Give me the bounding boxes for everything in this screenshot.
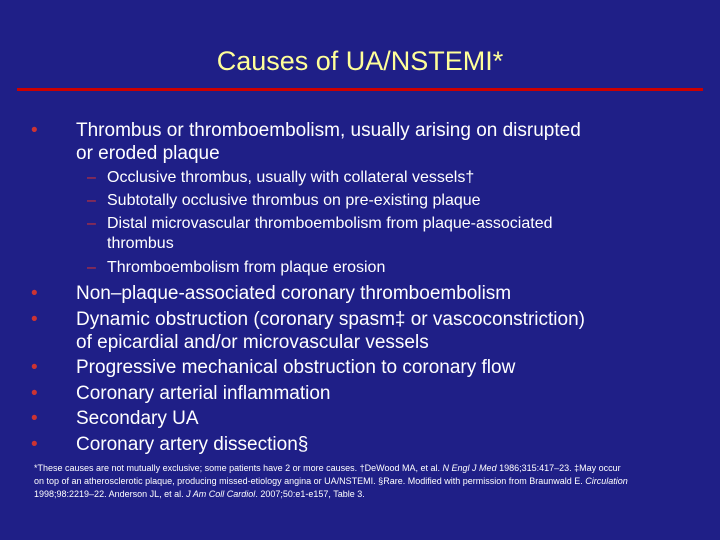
bullet-marker: • — [31, 357, 38, 378]
sub-bullet-item — [87, 258, 687, 278]
sub-bullet-text: Distal microvascular thromboembolism from plaque-associated — [107, 215, 553, 232]
footnote-text: on top of an atherosclerotic plaque, producing missed-etiology angina or UA/NSTEMI. §Rare. Modified with permission from Braunwald E. — [34, 476, 586, 486]
bullet-marker: • — [31, 408, 38, 429]
bullet-text: Secondary UA — [76, 408, 199, 429]
bullet-item — [31, 407, 691, 430]
bullet-text: or eroded plaque — [76, 143, 220, 164]
footnote-line — [34, 475, 694, 488]
bullet-item — [31, 356, 691, 379]
footnote-text: *These causes are not mutually exclusive; some patients have 2 or more causes. †DeWood MA, et al. — [34, 463, 443, 473]
sub-bullet-text: Occlusive thrombus, usually with collateral vessels† — [107, 169, 475, 186]
bullet-item — [31, 119, 691, 142]
bullet-text: Progressive mechanical obstruction to coronary flow — [76, 357, 516, 378]
bullet-text: Non–plaque-associated coronary thromboembolism — [76, 283, 512, 304]
footnote-journal: Circulation — [585, 476, 628, 486]
sub-bullet-item — [87, 191, 687, 211]
footnote-line — [34, 462, 694, 475]
footnote-line — [34, 488, 694, 501]
sub-bullet-marker: – — [87, 215, 96, 232]
bullet-marker: • — [31, 283, 38, 304]
slide-title: Causes of UA/NSTEMI* — [216, 46, 504, 76]
bullet-item — [31, 308, 691, 331]
bullet-text: Coronary artery dissection§ — [76, 434, 309, 455]
bullet-text: of epicardial and/or microvascular vessels — [76, 332, 429, 353]
title-divider — [17, 88, 703, 91]
bullet-marker: • — [31, 120, 38, 141]
sub-bullet-marker: – — [87, 259, 96, 276]
sub-bullet-marker: – — [87, 169, 96, 186]
bullet-item — [31, 382, 691, 405]
footnote-text: . 2007;50:e1-e157, Table 3. — [255, 489, 365, 499]
footnote — [34, 462, 694, 501]
bullet-item — [31, 331, 691, 354]
footnote-journal: J Am Coll Cardiol — [186, 489, 256, 499]
footnote-text: 1986;315:417–23. ‡May occur — [496, 463, 621, 473]
bullet-text: Thrombus or thromboembolism, usually arising on disrupted — [76, 120, 581, 141]
sub-bullet-item — [87, 168, 687, 188]
footnote-text: 1998;98:2219–22. Anderson JL, et al. — [34, 489, 187, 499]
bullet-marker: • — [31, 309, 38, 330]
bullet-item — [31, 433, 691, 456]
bullet-text: Coronary arterial inflammation — [76, 383, 331, 404]
sub-bullet-text: Thromboembolism from plaque erosion — [107, 259, 386, 276]
footnote-journal: N Engl J Med — [442, 463, 497, 473]
sub-bullet-text: thrombus — [107, 235, 174, 252]
sub-bullet-text: Subtotally occlusive thrombus on pre-existing plaque — [107, 192, 481, 209]
bullet-item — [31, 142, 691, 165]
bullet-item — [31, 282, 691, 305]
bullet-marker: • — [31, 434, 38, 455]
sub-bullet-item — [87, 234, 687, 254]
sub-bullet-marker: – — [87, 192, 96, 209]
bullet-marker: • — [31, 383, 38, 404]
sub-bullet-item — [87, 214, 687, 234]
bullet-text: Dynamic obstruction (coronary spasm‡ or vascoconstriction) — [76, 309, 585, 330]
